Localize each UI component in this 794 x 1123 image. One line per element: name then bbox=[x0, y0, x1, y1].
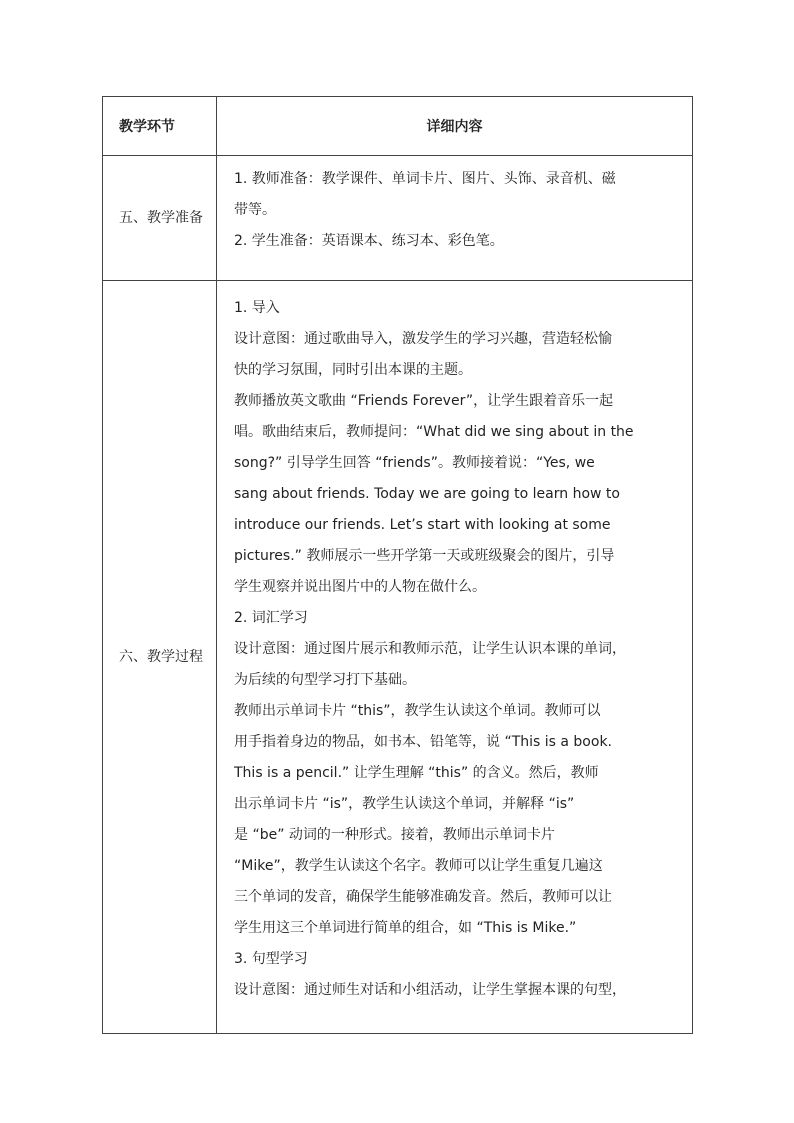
content-line: 三个单词的发音，确保学生能够准确发音。然后，教师可以让 bbox=[234, 889, 612, 905]
content-cell bbox=[217, 156, 693, 281]
content-line: This is a pencil.” 让学生理解 “this” 的含义。然后，教师 bbox=[234, 765, 599, 781]
content-line: 学生观察并说出图片中的人物在做什么。 bbox=[234, 579, 486, 595]
content-line: sang about friends. Today we are going to learn how to bbox=[234, 486, 620, 502]
table-row bbox=[103, 156, 693, 281]
content-line: 1. 教师准备：教学课件、单词卡片、图片、头饰、录音机、磁 bbox=[234, 171, 616, 187]
content-line: “Mike”，教学生认读这个名字。教师可以让学生重复几遍这 bbox=[234, 858, 603, 874]
content-line: 是 “be” 动词的一种形式。接着，教师出示单词卡片 bbox=[234, 827, 555, 843]
content-line: 出示单词卡片 “is”，教学生认读这个单词，并解释 “is” bbox=[234, 796, 575, 812]
content-line: 2. 学生准备：英语课本、练习本、彩色笔。 bbox=[234, 233, 504, 249]
header-content: 详细内容 bbox=[217, 97, 693, 156]
section-heading: 3. 句型学习 bbox=[234, 951, 308, 967]
content-line: 快的学习氛围，同时引出本课的主题。 bbox=[234, 362, 472, 378]
content-line: 教师出示单词卡片 “this”，教学生认读这个单词。教师可以 bbox=[234, 703, 601, 719]
content-cell bbox=[217, 281, 693, 1034]
content-line: 设计意图：通过图片展示和教师示范，让学生认识本课的单词， bbox=[234, 641, 626, 657]
content-line: 唱。歌曲结束后，教师提问：“What did we sing about in the bbox=[234, 424, 634, 440]
content-line: 为后续的句型学习打下基础。 bbox=[234, 672, 416, 688]
stage-cell: 六、教学过程 bbox=[103, 281, 217, 1034]
content-line: 设计意图：通过师生对话和小组活动，让学生掌握本课的句型， bbox=[234, 982, 626, 998]
header-stage: 教学环节 bbox=[103, 97, 217, 156]
content-line: 教师播放英文歌曲 “Friends Forever”，让学生跟着音乐一起 bbox=[234, 393, 614, 409]
table-header-row bbox=[103, 97, 693, 156]
lesson-plan-table bbox=[102, 96, 693, 1034]
content-line: 设计意图：通过歌曲导入，激发学生的学习兴趣，营造轻松愉 bbox=[234, 331, 612, 347]
content-line: pictures.” 教师展示一些开学第一天或班级聚会的图片，引导 bbox=[234, 548, 615, 564]
content-line: 用手指着身边的物品，如书本、铅笔等，说 “This is a book. bbox=[234, 734, 612, 750]
section-heading: 1. 导入 bbox=[234, 300, 280, 316]
table-row bbox=[103, 281, 693, 1034]
content-line: 学生用这三个单词进行简单的组合，如 “This is Mike.” bbox=[234, 920, 577, 936]
stage-cell: 五、教学准备 bbox=[103, 156, 217, 281]
section-heading: 2. 词汇学习 bbox=[234, 610, 308, 626]
content-line: 带等。 bbox=[234, 202, 276, 218]
content-line: introduce our friends. Let’s start with looking at some bbox=[234, 517, 611, 533]
content-line: song?” 引导学生回答 “friends”。教师接着说：“Yes, we bbox=[234, 455, 595, 471]
